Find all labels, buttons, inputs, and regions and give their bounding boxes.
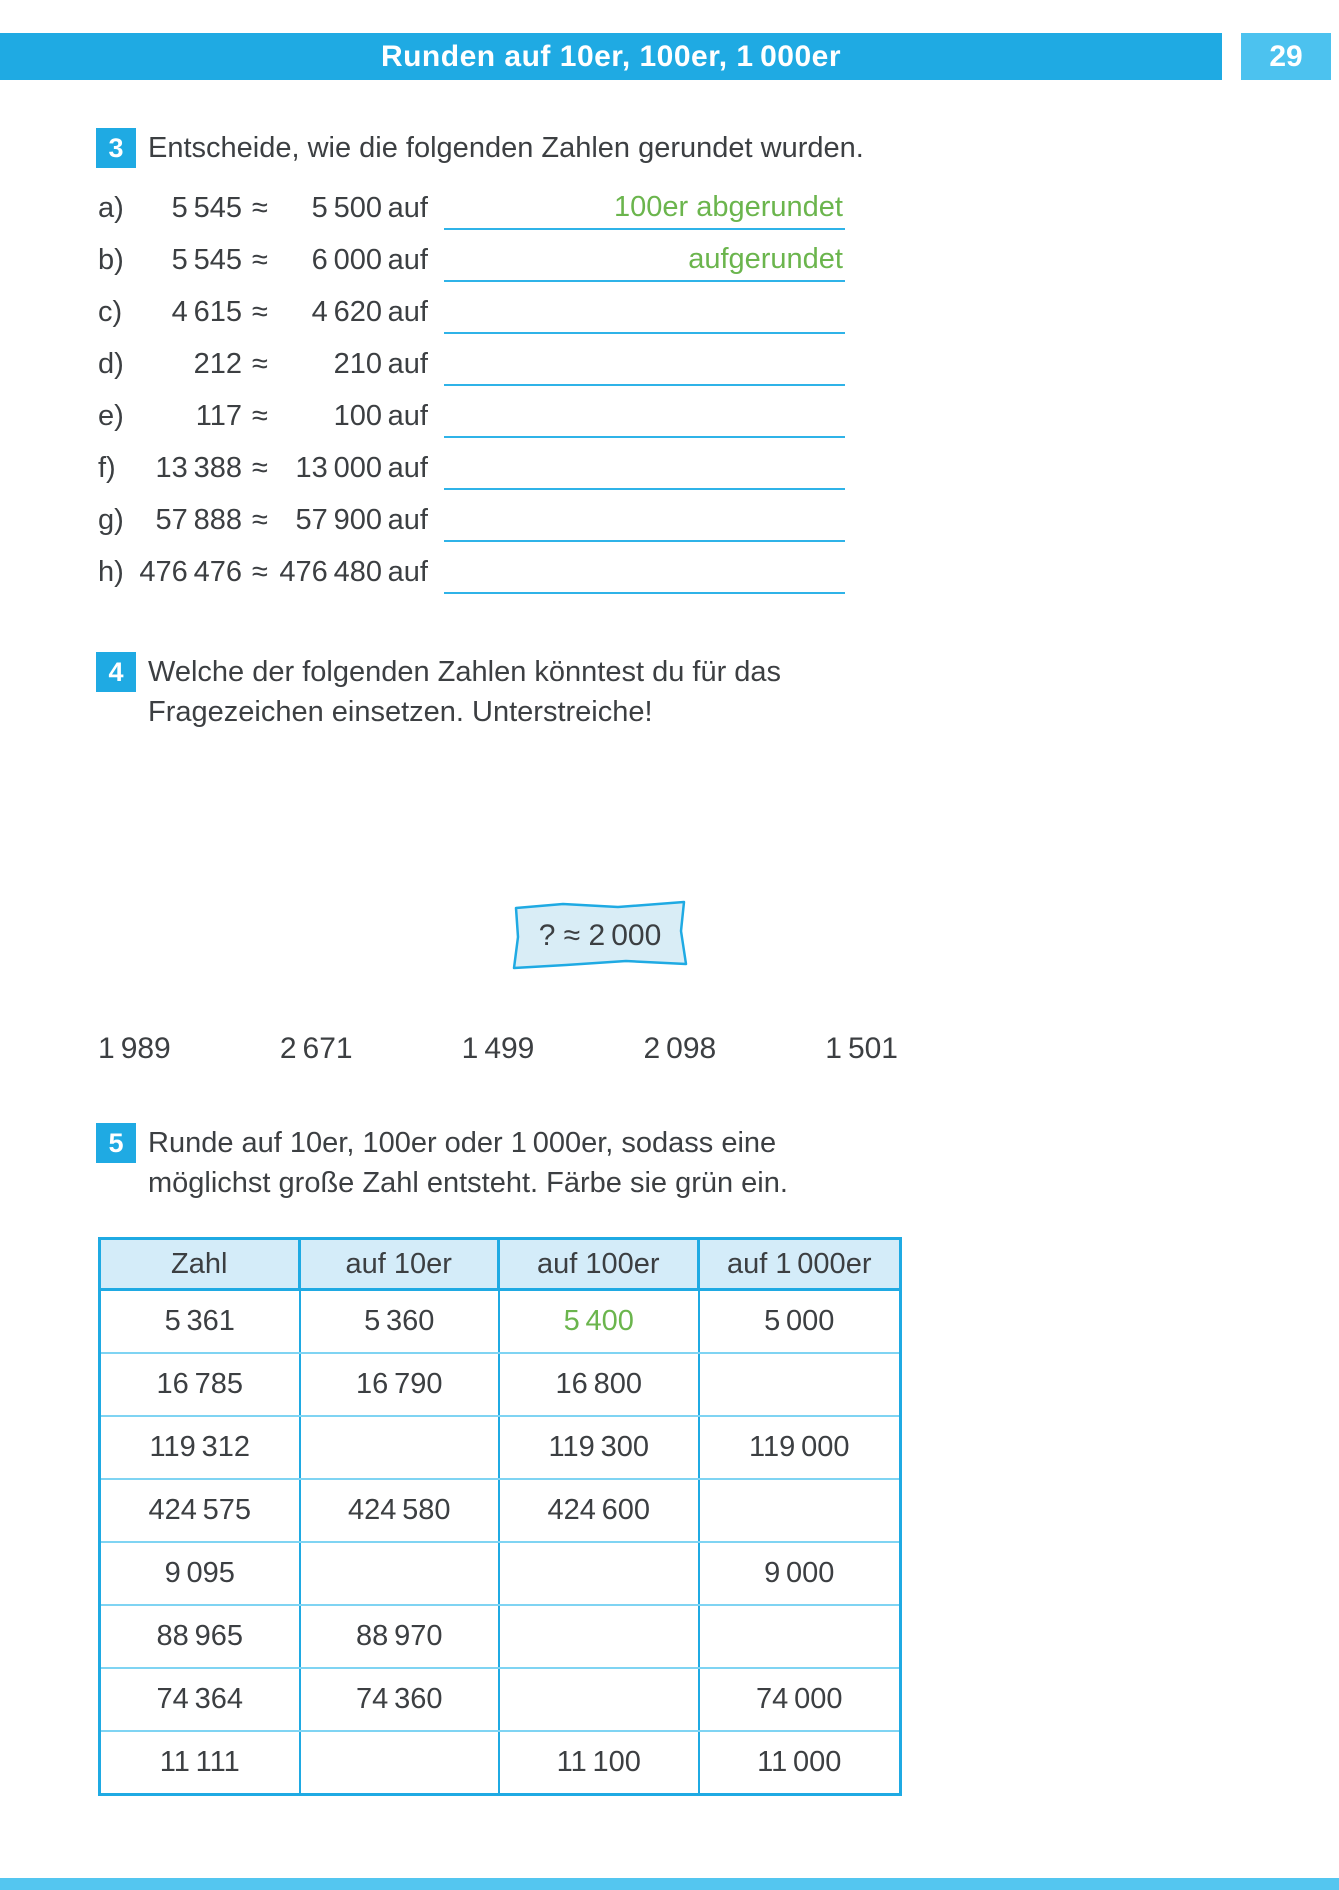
- exercise-3-number: 3: [108, 132, 124, 163]
- exercise-3-badge: [96, 128, 136, 168]
- rounding-row-d: [98, 338, 845, 390]
- table-row: [101, 1543, 899, 1606]
- row-value: 5 545: [171, 191, 242, 224]
- answer-line[interactable]: [444, 488, 845, 490]
- exercise-3-prompt: Entscheide, wie die folgenden Zahlen gerundet wurden.: [148, 132, 864, 164]
- option-number[interactable]: 2 671: [279, 1032, 353, 1065]
- cell-zahl[interactable]: 9 095: [101, 1543, 301, 1604]
- exercise-4-prompt: [148, 652, 968, 732]
- answer-field[interactable]: [434, 546, 845, 598]
- answer-field[interactable]: [434, 338, 845, 390]
- page-number: 29: [1269, 39, 1303, 73]
- exercise-3-rows: [98, 182, 845, 598]
- cell-1000er[interactable]: [700, 1606, 900, 1667]
- answer-line[interactable]: [444, 540, 845, 542]
- cell-100er[interactable]: 5 400: [500, 1291, 700, 1352]
- cell-100er[interactable]: 16 800: [500, 1354, 700, 1415]
- option-number[interactable]: 1 989: [98, 1032, 171, 1065]
- row-value: 4 615: [171, 295, 242, 328]
- approx-symbol: ≈: [252, 555, 268, 588]
- cell-zahl[interactable]: 5 361: [101, 1291, 301, 1352]
- option-number[interactable]: 1 499: [461, 1032, 535, 1065]
- exercise-4-number: 4: [108, 656, 124, 687]
- row-label: e): [98, 399, 124, 432]
- auf-label: auf: [387, 503, 428, 536]
- auf-label: auf: [387, 451, 428, 484]
- exercise-5-prompt-line1: Runde auf 10er, 100er oder 1 000er, sodass eine: [148, 1127, 777, 1159]
- cell-100er[interactable]: 119 300: [500, 1417, 700, 1478]
- auf-label: auf: [387, 347, 428, 380]
- cell-100er[interactable]: [500, 1606, 700, 1667]
- page-number-badge: [1241, 33, 1331, 80]
- row-rounded: 100: [333, 399, 382, 432]
- cell-10er[interactable]: [301, 1732, 501, 1793]
- cell-1000er[interactable]: 119 000: [749, 1431, 850, 1463]
- answer-line[interactable]: [444, 592, 845, 594]
- auf-label: auf: [387, 555, 428, 588]
- rounding-row-g: [98, 494, 845, 546]
- cell-1000er[interactable]: 5 000: [764, 1305, 835, 1337]
- approx-symbol: ≈: [252, 503, 268, 536]
- cell-1000er[interactable]: [700, 1354, 900, 1415]
- cell-10er[interactable]: 5 360: [301, 1291, 501, 1352]
- row-label: h): [98, 555, 124, 588]
- table-row: [101, 1606, 899, 1669]
- table-row: [101, 1291, 899, 1354]
- row-label: a): [98, 191, 124, 224]
- row-value: 57 888: [155, 503, 242, 536]
- answer-text: aufgerundet: [688, 243, 843, 275]
- exercise-5-number: 5: [108, 1127, 124, 1158]
- table-row: [101, 1354, 899, 1417]
- rounding-row-a: [98, 182, 845, 234]
- answer-line[interactable]: [444, 332, 845, 334]
- cell-10er[interactable]: 88 970: [301, 1606, 501, 1667]
- answer-field[interactable]: [434, 234, 845, 286]
- cell-1000er[interactable]: [700, 1480, 900, 1541]
- rounding-table: [98, 1237, 902, 1796]
- cell-zahl[interactable]: 74 364: [101, 1669, 301, 1730]
- approx-symbol: ≈: [252, 295, 268, 328]
- table-row: [101, 1480, 899, 1543]
- row-value: 212: [193, 347, 242, 380]
- answer-line[interactable]: [444, 280, 845, 282]
- cell-zahl[interactable]: 424 575: [101, 1480, 301, 1541]
- row-rounded: 5 500: [311, 191, 382, 224]
- auf-label: auf: [387, 191, 428, 224]
- exercise-5-prompt-line2: möglichst große Zahl entsteht. Färbe sie grün ein.: [148, 1167, 788, 1199]
- approx-symbol: ≈: [252, 191, 268, 224]
- answer-field[interactable]: [434, 442, 845, 494]
- cell-10er[interactable]: [301, 1417, 501, 1478]
- approx-symbol: ≈: [252, 243, 268, 276]
- cell-1000er[interactable]: 11 000: [757, 1746, 842, 1778]
- option-number[interactable]: 2 098: [643, 1032, 717, 1065]
- table-row: [101, 1417, 899, 1480]
- exercise-5-badge: [96, 1123, 136, 1163]
- exercise-4-prompt-line1: Welche der folgenden Zahlen könntest du für das: [148, 656, 782, 688]
- cell-zahl[interactable]: 16 785: [101, 1354, 301, 1415]
- cell-100er[interactable]: [500, 1543, 700, 1604]
- auf-label: auf: [387, 295, 428, 328]
- answer-field[interactable]: [434, 494, 845, 546]
- row-rounded: 210: [333, 347, 382, 380]
- question-box: [508, 898, 692, 974]
- exercise-5-prompt: [148, 1123, 968, 1203]
- row-rounded: 476 480: [279, 555, 382, 588]
- cell-1000er[interactable]: 9 000: [764, 1557, 835, 1589]
- answer-line[interactable]: [444, 228, 845, 230]
- rounding-row-f: [98, 442, 845, 494]
- page-footer-strip: [0, 1878, 1339, 1890]
- table-row: [101, 1732, 899, 1793]
- table-row: [101, 1669, 899, 1732]
- rounding-row-b: [98, 234, 845, 286]
- cell-10er[interactable]: 424 580: [301, 1480, 501, 1541]
- row-value: 476 476: [139, 555, 242, 588]
- row-rounded: 6 000: [311, 243, 382, 276]
- rounding-row-h: [98, 546, 845, 598]
- row-label: g): [98, 503, 124, 536]
- row-value: 117: [195, 399, 242, 432]
- approx-symbol: ≈: [252, 399, 268, 432]
- rounding-row-e: [98, 390, 845, 442]
- page-header-bar: [0, 33, 1222, 80]
- exercise-4-options: [98, 1032, 898, 1066]
- cell-1000er[interactable]: 74 000: [756, 1683, 843, 1715]
- cell-zahl[interactable]: 11 111: [101, 1732, 301, 1793]
- approx-symbol: ≈: [252, 451, 268, 484]
- column-header-10er: auf 10er: [301, 1240, 501, 1288]
- answer-text: 100er abgerundet: [614, 191, 843, 223]
- column-header-zahl: Zahl: [101, 1240, 301, 1288]
- row-value: 5 545: [171, 243, 242, 276]
- rounding-row-c: [98, 286, 845, 338]
- row-rounded: 57 900: [295, 503, 382, 536]
- row-label: d): [98, 347, 124, 380]
- option-number[interactable]: 1 501: [825, 1032, 898, 1065]
- cell-100er[interactable]: [500, 1669, 700, 1730]
- approx-symbol: ≈: [252, 347, 268, 380]
- row-value: 13 388: [155, 451, 242, 484]
- cell-100er[interactable]: 11 100: [500, 1732, 700, 1793]
- row-label: c): [98, 295, 123, 328]
- cell-10er[interactable]: [301, 1543, 501, 1604]
- column-header-100er: auf 100er: [500, 1240, 700, 1288]
- cell-zahl[interactable]: 119 312: [101, 1417, 301, 1478]
- row-label: f): [98, 451, 116, 484]
- table-header-row: [101, 1240, 899, 1291]
- answer-line[interactable]: [444, 384, 845, 386]
- auf-label: auf: [387, 399, 428, 432]
- auf-label: auf: [387, 243, 428, 276]
- row-rounded: 13 000: [295, 451, 382, 484]
- question-box-text: ? ≈ 2 000: [538, 919, 662, 952]
- page-title: Runden auf 10er, 100er, 1 000er: [380, 39, 842, 73]
- cell-zahl[interactable]: 88 965: [101, 1606, 301, 1667]
- exercise-4-prompt-line2: Fragezeichen einsetzen. Unterstreiche!: [148, 696, 653, 728]
- cell-10er[interactable]: 74 360: [301, 1669, 501, 1730]
- cell-10er[interactable]: 16 790: [301, 1354, 501, 1415]
- row-rounded: 4 620: [311, 295, 382, 328]
- column-header-1000er: auf 1 000er: [727, 1247, 872, 1280]
- row-label: b): [98, 243, 124, 276]
- answer-line[interactable]: [444, 436, 845, 438]
- answer-field[interactable]: [434, 286, 845, 338]
- cell-100er[interactable]: 424 600: [500, 1480, 700, 1541]
- exercise-4-badge: [96, 652, 136, 692]
- answer-field[interactable]: [434, 390, 845, 442]
- answer-field[interactable]: [434, 182, 845, 234]
